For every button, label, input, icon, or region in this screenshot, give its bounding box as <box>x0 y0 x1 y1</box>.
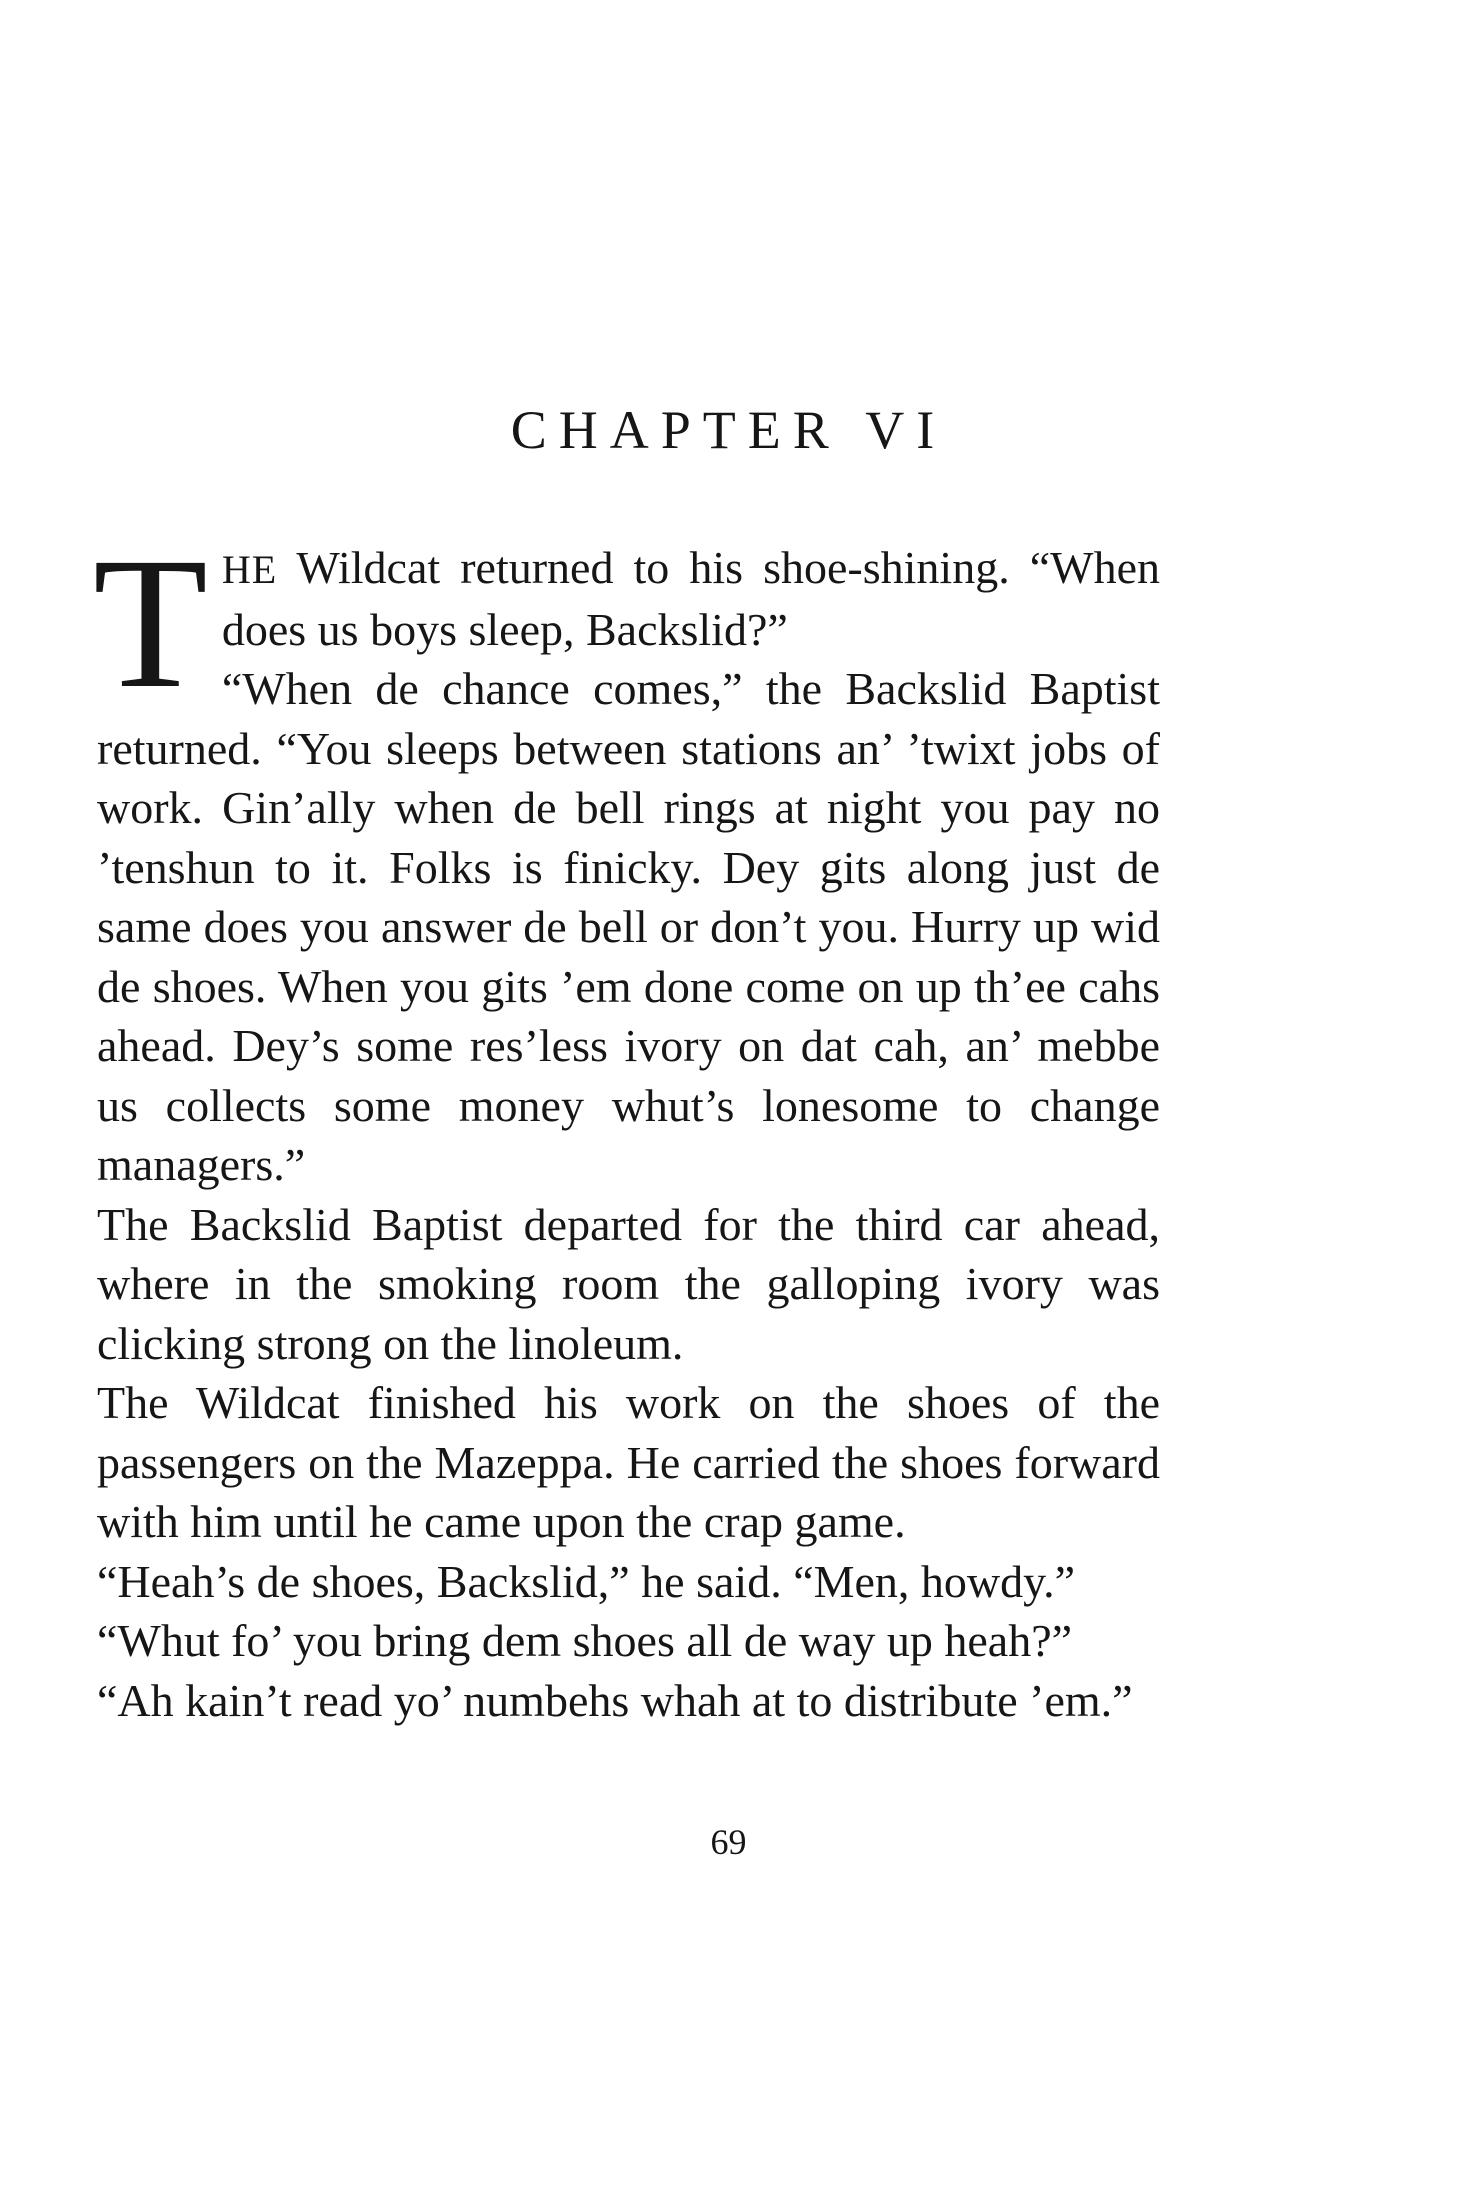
drop-cap: T <box>93 518 208 727</box>
paragraph-6: “Whut fo’ you bring dem shoes all de way up heah?” <box>97 1615 1073 1666</box>
opening-paragraph-text: Wildcat returned to his shoe-shining. “When does us boys sleep, Backslid?” <box>221 542 1160 655</box>
opening-paragraph <box>93 518 1160 727</box>
chapter-body <box>93 518 1160 1730</box>
paragraph-3: The Backslid Baptist departed for the third car ahead, where in the smoking room the galloping ivory was clicking strong on the linoleum. <box>97 1198 1160 1369</box>
opening-small-caps: HE <box>221 547 278 592</box>
paragraph-5: “Heah’s de shoes, Backslid,” he said. “Men, howdy.” <box>97 1555 1076 1607</box>
paragraph-2: “When de chance comes,” the Backslid Baptist returned. “You sleeps between stations an’ ’twixt jobs of work. Gin’ally when de bell rings at night you pay no ’tenshun to it. Folks is finicky. Dey gits along just de same does you answer de bell or don’t you. Hurry up wid de shoes. When you gits ’em done come on up th’ee cahs ahead. Dey’s some res’less ivory on dat cah, an’ mebbe us collects some money whut’s lonesome to change managers.” <box>97 663 1160 1190</box>
chapter-heading: CHAPTER VI <box>510 400 947 460</box>
paragraph-4: The Wildcat finished his work on the shoes of the passengers on the Mazeppa. He carried the shoes forward with him until he came upon the crap game. <box>97 1377 1160 1547</box>
page-number: 69 <box>710 1822 747 1862</box>
paragraph-7: “Ah kain’t read yo’ numbehs whah at to distribute ’em.” <box>97 1674 1133 1726</box>
